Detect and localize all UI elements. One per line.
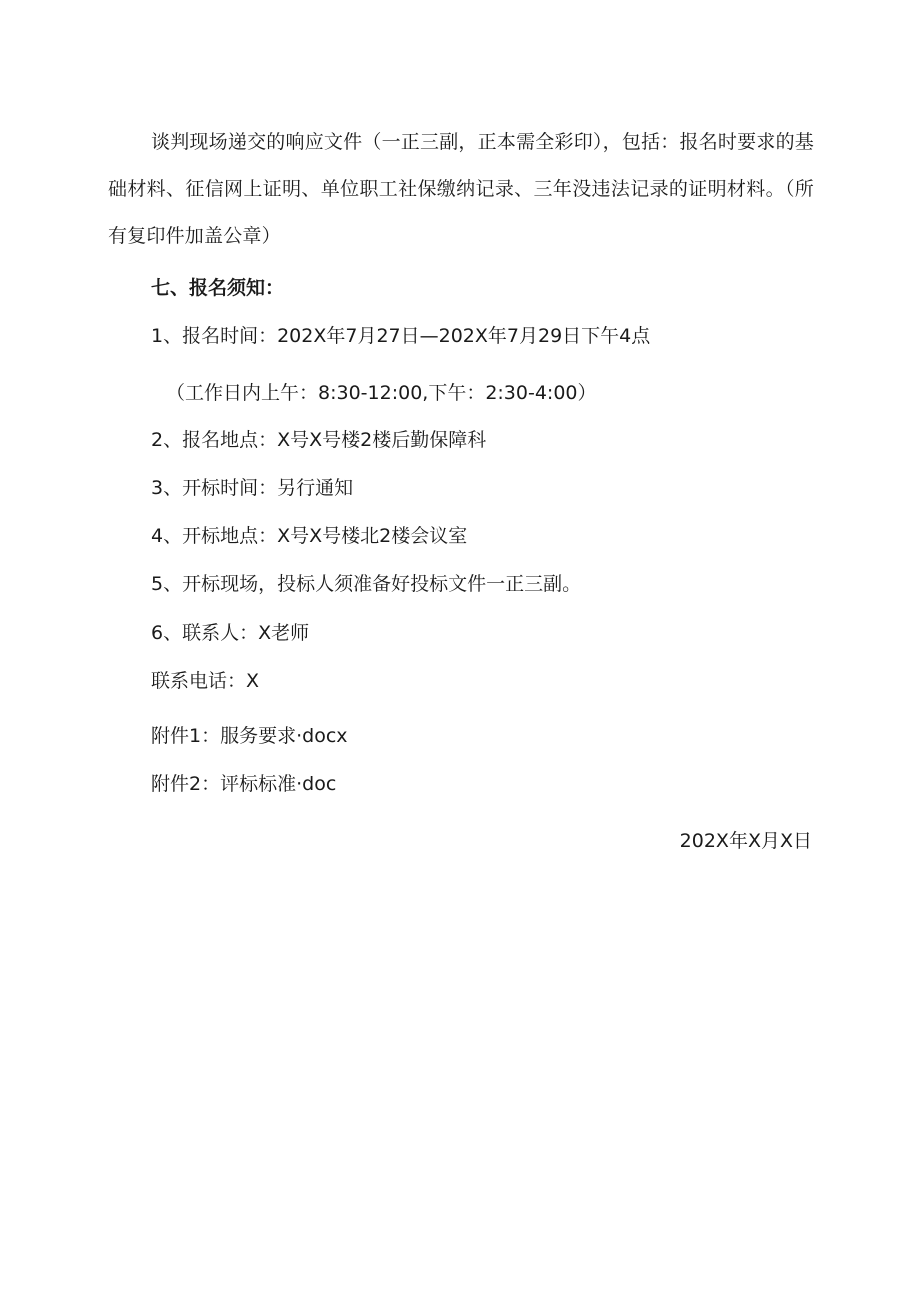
item-registration-time: 1、报名时间：202X年7月27日—202X年7月29日下午4点	[151, 325, 651, 347]
item-bid-opening-location: 4、开标地点：X号X号楼北2楼会议室	[151, 525, 468, 547]
attachment-1: 附件1：服务要求·docx	[151, 725, 348, 747]
section-heading: 七、报名须知：	[151, 277, 285, 299]
item-contact-phone: 联系电话：X	[151, 670, 260, 692]
document-date: 202X年X月X日	[679, 830, 812, 852]
attachment-2: 附件2：评标标准·doc	[151, 773, 337, 795]
item-bid-opening-note: 5、开标现场，投标人须准备好投标文件一正三副。	[151, 573, 582, 595]
intro-paragraph: 谈判现场递交的响应文件（一正三副，正本需全彩印），包括：报名时要求的基础材料、征信网上证明、单位职工社保缴纳记录、三年没违法记录的证明材料。（所有复印件加盖公章）	[108, 131, 814, 247]
item-contact-person: 6、联系人：X老师	[151, 622, 310, 644]
item-working-hours: （工作日内上午：8:30-12:00,下午：2:30-4:00）	[166, 382, 597, 404]
item-registration-location: 2、报名地点：X号X号楼2楼后勤保障科	[151, 429, 487, 451]
item-bid-opening-time: 3、开标时间：另行通知	[151, 477, 354, 499]
